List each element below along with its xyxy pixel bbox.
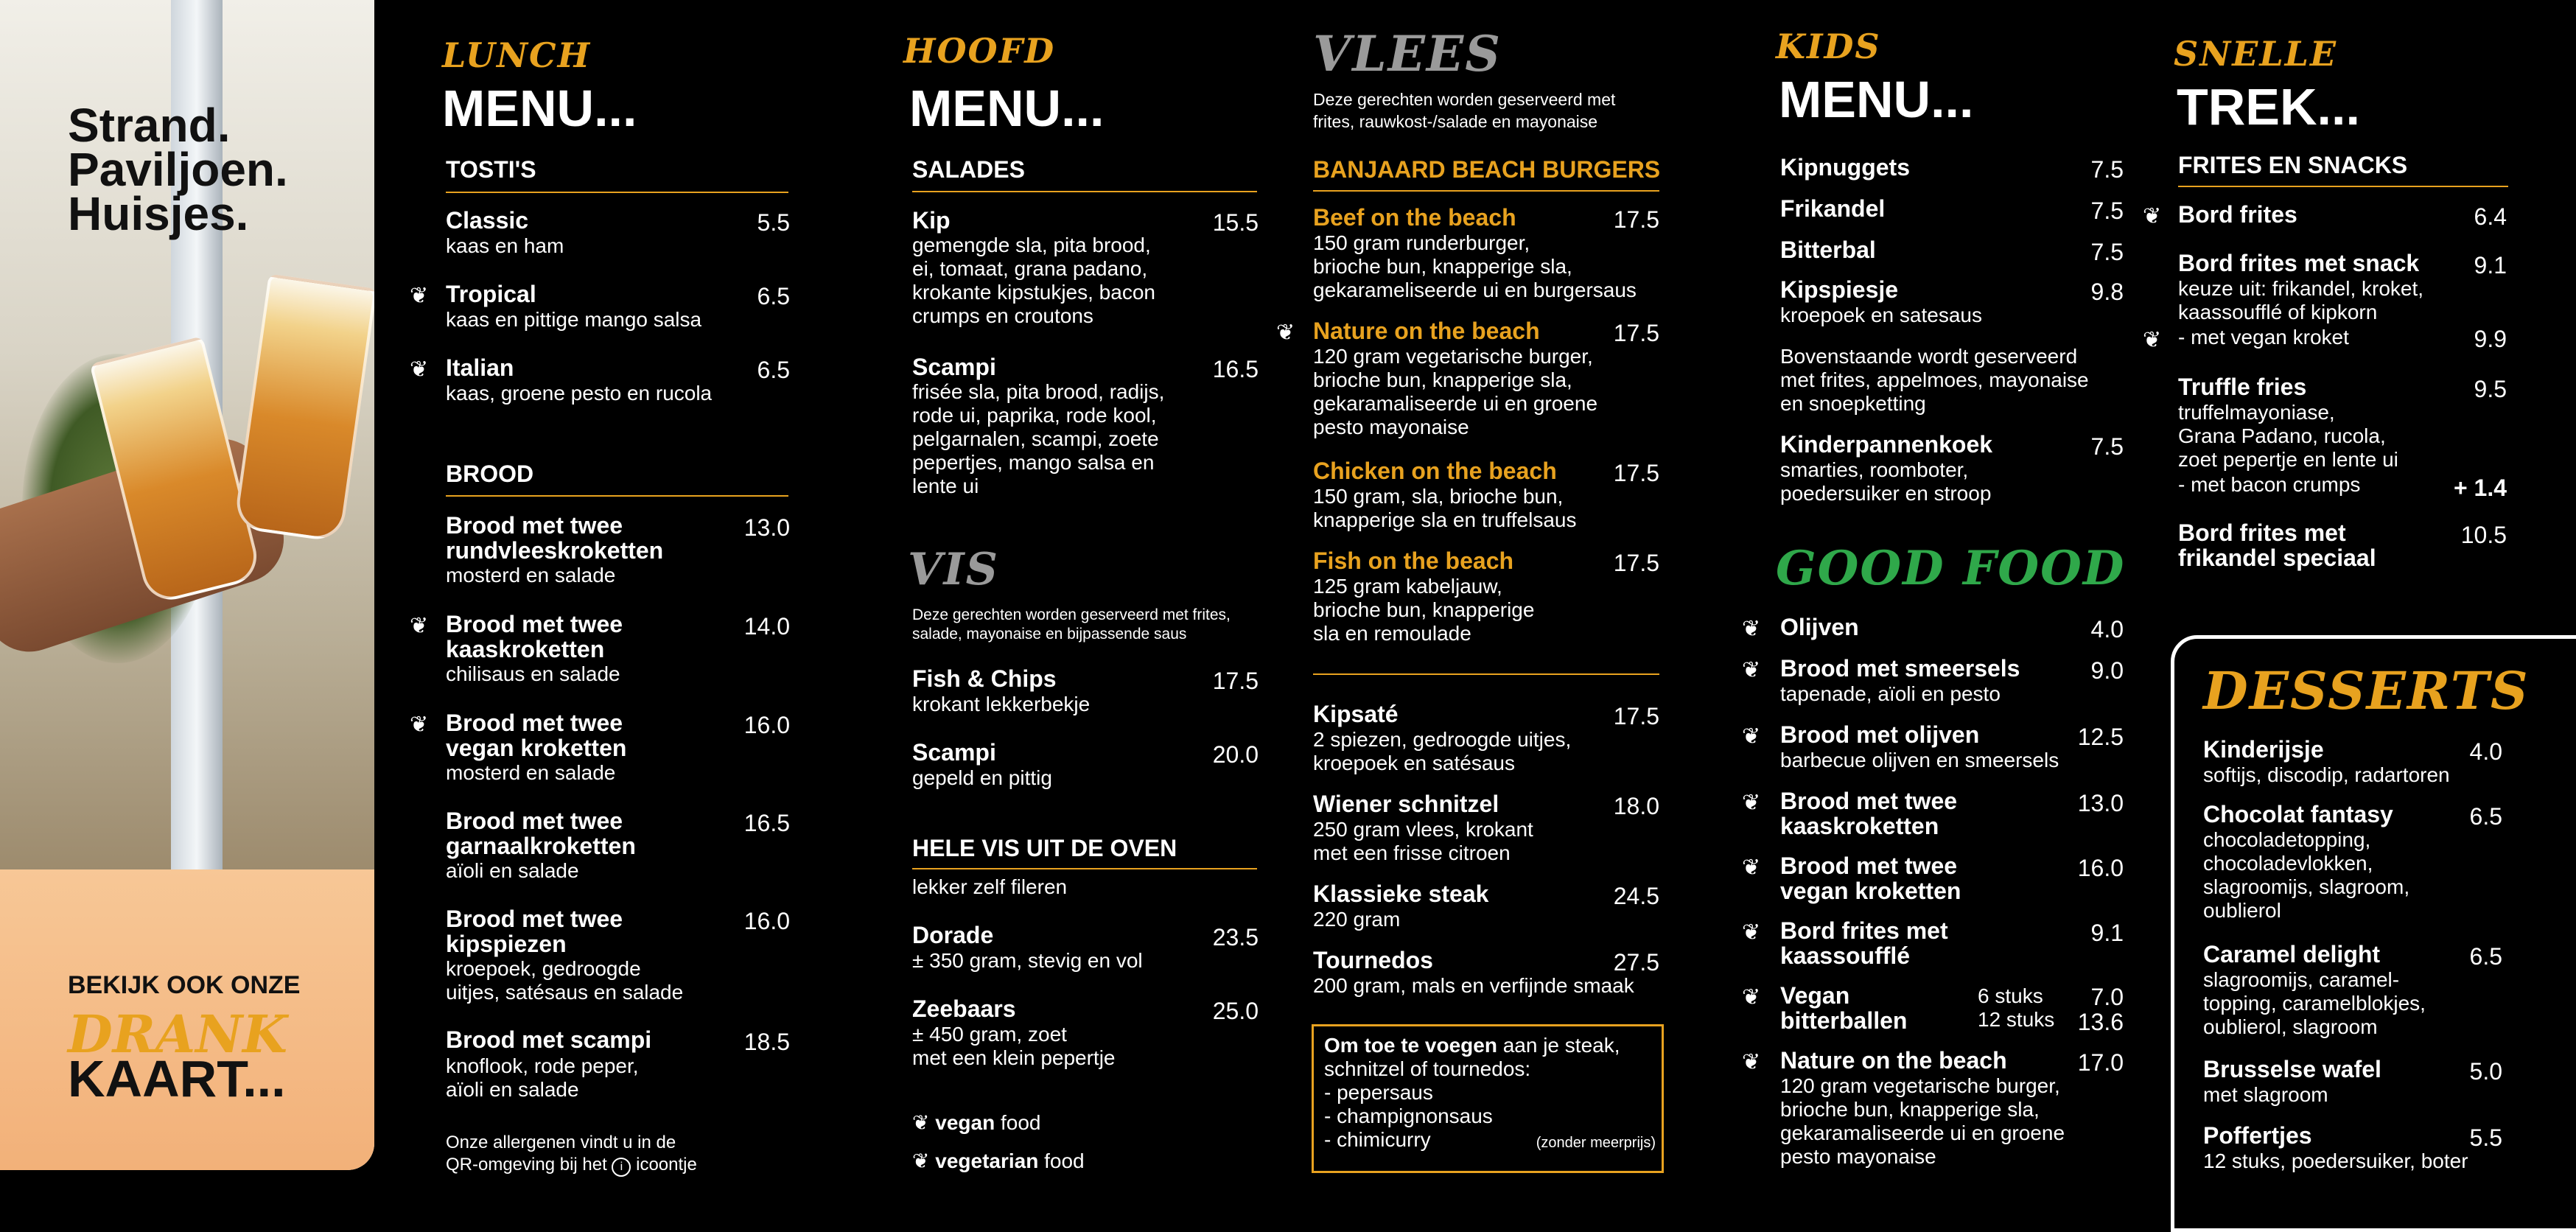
item-price: 7.5 [2090,197,2124,224]
menu-item: Brood met twee vegan kroketten [1780,853,1961,904]
menu-item: Scampi [912,739,996,766]
leaf-icon: ❦ [410,713,429,737]
menu-item: Kinderijsje [2203,736,2324,763]
leaf-icon: ❦ [1742,791,1761,815]
menu-item: Brood met twee kaaskroketten [1780,788,1958,839]
divider [2178,186,2508,187]
item-price: + 1.4 [2453,475,2507,501]
menu-item: Caramel delight [2203,941,2381,967]
leaf-icon: ❦ [1742,617,1761,641]
menu-item: Beef on the beach [1313,204,1516,231]
item-price: 6.4 [2474,203,2507,230]
menu-item: Brood met twee garnaalkroketten [446,808,636,859]
item-description: chilisaus en salade [446,662,620,685]
leaf-icon: ❦ [410,284,429,308]
item-price: 13.0 [743,514,790,541]
menu-item: Chocolat fantasy [2203,801,2393,827]
item-price: 17.0 [2077,1049,2124,1076]
item-price: 7.5 [2090,156,2124,183]
item-price: 16.0 [2077,855,2124,881]
item-description: kroepoek en satesaus [1780,304,1982,326]
hoofd-title: HOOFD [903,31,1056,71]
item-description: knoflook, rode peper, aïoli en salade [446,1054,639,1101]
category-hele-vis: HELE VIS UIT DE OVEN [912,835,1177,861]
leaf-icon: ❦ [1742,658,1761,682]
item-description: krokant lekkerbekje [912,693,1091,715]
item-price: 7.5 [2090,239,2124,265]
menu-item: Truffle fries [2178,374,2307,400]
menu-item: Bord frites met kaassoufflé [1780,917,1948,969]
item-price: 16.5 [743,810,790,836]
item-price: 24.5 [1613,883,1659,909]
item-price: 27.5 [1613,949,1659,976]
category-description: lekker zelf fileren [912,875,1068,898]
desserts-title: DESSERTS [2203,660,2530,721]
item-description: 220 gram [1313,908,1401,931]
item-price: 17.5 [1613,703,1659,729]
leaf-icon: ❦ [410,357,429,382]
item-description: chocoladetopping, chocoladevlokken, slagroomijs, slagroom, oublierol [2203,828,2410,922]
menu-item: Chicken on the beach [1313,458,1557,484]
menu-item: Frikandel [1780,195,1886,222]
info-icon: i [612,1158,631,1177]
category-salades: SALADES [912,156,1025,183]
menu-item: Brood met scampi [446,1026,652,1053]
drank-title: DRANK [68,1004,288,1065]
item-price: 9.9 [2474,326,2507,352]
item-price: 7.0 13.6 [2077,984,2124,1035]
menu-item: Zeebaars [912,995,1016,1022]
item-price: 12.5 [2077,724,2124,750]
menu-item: Bord frites [2178,201,2297,228]
item-price: 6.5 [757,283,790,309]
menu-item: Brood met twee vegan kroketten [446,710,627,761]
category-tostis: TOSTI'S [446,156,536,183]
item-quantity: 6 stuks 12 stuks [1978,984,2055,1031]
vlees-note: Deze gerechten worden geserveerd met frites, rauwkost-/salade en mayonaise [1313,90,1616,131]
item-description: 150 gram runderburger, brioche bun, knapperige sla, gekarameliseerde ui en burgersaus [1313,231,1637,301]
item-price: 5.5 [2469,1124,2502,1151]
item-price: 9.8 [2090,279,2124,305]
category-brood: BROOD [446,461,534,487]
divider [912,868,1257,869]
kids-note: Bovenstaande wordt geserveerd met frites, appelmoes, mayonaise en snoepketting [1780,345,2089,415]
vlees-title: VLEES [1313,25,1502,83]
leaf-icon: ❦ [1742,724,1761,749]
item-price: 15.5 [1212,209,1259,236]
menu-heading: MENU... [442,80,637,137]
legend-vegan: ❦ vegan food [912,1111,1041,1134]
menu-item: Brood met olijven [1780,721,1980,748]
item-description: gemengde sla, pita brood, ei, tomaat, grana padano, krokante kipstukjes, bacon crumps en croutons [912,234,1155,327]
menu-item: Wiener schnitzel [1313,791,1499,817]
menu-item: Kipspiesje [1780,276,1899,303]
drank-promo-label: BEKIJK OOK ONZE [68,971,301,999]
leaf-icon: ❦ [410,614,429,638]
item-option: - met bacon crumps [2178,473,2361,496]
item-price: 14.0 [743,613,790,640]
item-price: 16.0 [743,908,790,934]
item-price: 6.5 [757,357,790,383]
item-description: barbecue olijven en smeersels [1780,749,2059,771]
beer-glass [234,273,374,542]
item-description: kroepoek, gedroogde uitjes, satésaus en salade [446,957,684,1004]
item-description: 150 gram, sla, brioche bun, knapperige sla en truffelsaus [1313,485,1577,531]
item-description: softijs, discodip, radartoren [2203,763,2450,786]
kids-title: KIDS [1776,27,1881,66]
item-description: aïoli en salade [446,859,579,882]
item-description: 250 gram vlees, krokant met een frisse citroen [1313,818,1533,864]
vis-title: VIS [908,544,999,595]
vis-note: Deze gerechten worden geserveerd met frites, salade, mayonaise en bijpassende saus [912,606,1231,643]
item-description: mosterd en salade [446,564,616,587]
item-description: 12 stuks, poedersuiker, boter [2203,1149,2468,1172]
item-price: 6.5 [2469,943,2502,970]
item-description: truffelmayoniase, Grana Padano, rucola, zoet pepertje en lente ui [2178,401,2398,471]
item-price: 9.0 [2090,657,2124,684]
leaf-icon: ❦ [2143,204,2162,228]
menu-item: Brood met twee kaaskroketten [446,611,623,662]
item-description: frisée sla, pita brood, radijs, rode ui, paprika, rode kool, pelgarnalen, scampi, zoete pepertjes, mango salsa en lente ui [912,380,1165,497]
item-price: 7.5 [2090,433,2124,460]
menu-item: Kip [912,207,951,234]
menu-item: Bord frites met snack [2178,250,2420,276]
menu-heading: MENU... [1779,71,1974,128]
good-food-title: GOOD FOOD [1776,541,2126,596]
leaf-icon: ❦ [2143,328,2162,352]
menu-item: Bord frites met frikandel speciaal [2178,519,2376,571]
item-description: ± 350 gram, stevig en vol [912,949,1143,972]
item-price: 13.0 [2077,790,2124,816]
divider [446,192,788,193]
item-price: 16.5 [1212,356,1259,382]
item-price: 10.5 [2460,522,2507,548]
menu-item: Nature on the beach [1780,1047,2007,1074]
menu-item: Brood met twee rundvleeskroketten [446,512,664,564]
menu-item: Dorade [912,922,994,948]
item-description: 125 gram kabeljauw, brioche bun, knapperige sla en remoulade [1313,575,1535,645]
menu-item: Brood met smeersels [1780,655,2020,682]
item-description: 200 gram, mals en verfijnde smaak [1313,974,1634,997]
item-price: 25.0 [1212,998,1259,1024]
item-price: 18.5 [743,1029,790,1055]
menu-item: Brusselse wafel [2203,1056,2381,1082]
menu-item: Tournedos [1313,947,1433,973]
divider [1313,673,1659,675]
item-price: 17.5 [1613,206,1659,233]
item-description: smarties, roomboter, poedersuiker en stroop [1780,458,1992,505]
menu-item: Brood met twee kipspiezen [446,906,623,957]
item-description: kaas, groene pesto en rucola [446,382,713,405]
menu-item: Vegan bitterballen [1780,982,1908,1034]
snelle-title: SNELLE [2174,34,2338,74]
item-price: 9.5 [2474,376,2507,402]
item-price: 16.0 [743,712,790,738]
item-price: 17.5 [1613,550,1659,576]
extras-text: Om toe te voegen aan je steak, schnitzel of tournedos: - pepersaus - champignonsaus - chimicurry (zonder meerprijs) [1324,1034,1656,1151]
divider [446,495,788,497]
leaf-icon: ❦ [912,1149,930,1172]
leaf-icon: ❦ [1742,985,1761,1009]
item-price: 5.5 [757,209,790,236]
item-price: 23.5 [1212,924,1259,951]
legend-vegetarian: ❦ vegetarian food [912,1149,1085,1172]
item-price: 6.5 [2469,803,2502,830]
item-price: 5.0 [2469,1058,2502,1085]
menu-item: Bitterbal [1780,237,1876,263]
menu-item: Kinderpannenkoek [1780,431,1993,458]
item-price: 4.0 [2090,616,2124,643]
menu-item: Italian [446,354,514,381]
item-price: 20.0 [1212,741,1259,768]
menu-item: Scampi [912,354,996,380]
item-option: - met vegan kroket [2178,326,2349,349]
item-price: 18.0 [1613,793,1659,819]
menu-item: Classic [446,207,529,234]
menu-item: Fish & Chips [912,665,1057,692]
divider [1313,190,1659,192]
menu-item: Nature on the beach [1313,318,1540,344]
menu-item: Tropical [446,281,536,307]
menu-heading: MENU... [909,80,1105,137]
extras-box [1312,1024,1664,1173]
item-description: 120 gram vegetarische burger, brioche bun, knapperige sla, gekaramaliseerde ui en groene pesto mayonaise [1313,345,1598,438]
item-price: 17.5 [1212,668,1259,694]
item-description: tapenade, aïoli en pesto [1780,682,2001,705]
menu-heading: TREK... [2177,78,2360,136]
menu-item: Fish on the beach [1313,547,1514,574]
allergen-note: Onze allergenen vindt u in de QR-omgeving bij het i icoontje [446,1132,697,1177]
leaf-icon: ❦ [1742,1050,1761,1074]
kaart-title: KAART... [68,1050,286,1107]
item-description: slagroomijs, caramel- topping, caramelblokjes, oublierol, slagroom [2203,968,2426,1038]
menu-item: Kipnuggets [1780,154,1910,181]
item-price: 17.5 [1613,460,1659,486]
leaf-icon: ❦ [1276,321,1295,345]
divider [912,191,1257,192]
leaf-icon: ❦ [1742,855,1761,880]
lunch-title: LUNCH [442,35,592,75]
category-burgers: BANJAARD BEACH BURGERS [1313,156,1661,183]
menu-item: Kipsaté [1313,701,1399,727]
item-description: gepeld en pittig [912,766,1052,789]
slogan: Strand. Paviljoen. Huisjes. [68,99,288,240]
item-description: ± 450 gram, zoet met een klein pepertje [912,1023,1116,1069]
item-price: 9.1 [2474,252,2507,279]
menu-item: Poffertjes [2203,1122,2312,1149]
item-description: met slagroom [2203,1083,2328,1106]
item-description: mosterd en salade [446,761,616,784]
item-price: 4.0 [2469,738,2502,765]
category-frites: FRITES EN SNACKS [2178,152,2408,178]
item-description: 2 spiezen, gedroogde uitjes, kroepoek en satésaus [1313,728,1572,774]
leaf-icon: ❦ [1742,920,1761,945]
item-description: keuze uit: frikandel, kroket, kaassoufflé of kipkorn [2178,277,2424,323]
item-description: kaas en pittige mango salsa [446,308,702,331]
menu-item: Olijven [1780,614,1859,640]
item-price: 17.5 [1613,320,1659,346]
item-description: 120 gram vegetarische burger, brioche bun, knapperige sla, gekaramaliseerde ui en groene pesto mayonaise [1780,1074,2065,1168]
leaf-icon: ❦ [912,1111,930,1134]
item-description: kaas en ham [446,234,564,257]
menu-item: Klassieke steak [1313,881,1489,907]
item-price: 9.1 [2090,920,2124,946]
